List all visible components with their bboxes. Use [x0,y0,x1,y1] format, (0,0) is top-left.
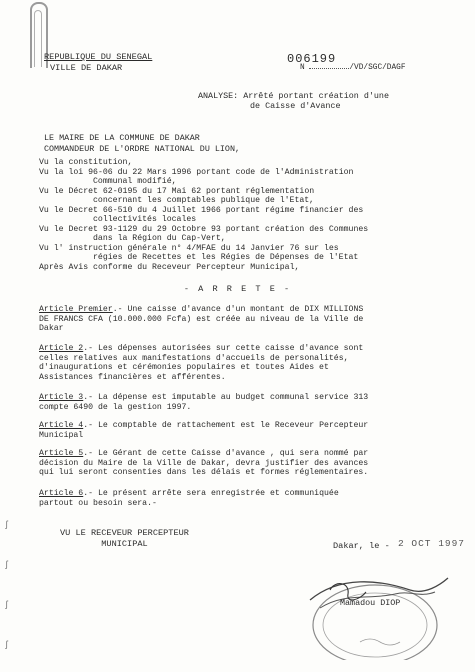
reference-code [300,64,406,72]
article-text: décision du Maire de la Ville de Dakar, devra justifier des avances [39,458,369,468]
authority-line-2: COMMANDEUR DE L'ORDRE NATIONAL DU LION, [44,144,241,154]
authority-line-1: LE MAIRE DE LA COMMUNE DE DAKAR [44,133,200,143]
analyse-line-2: de Caisse d'Avance [250,101,341,111]
article-text: Municipal [39,430,84,440]
vu-line: Communal modifié, [93,177,177,186]
date-stamp: 2 OCT 1997 [398,538,466,549]
vu-line: Vu l' instruction générale n° 4/MFAE du 14 Janvier 76 sur les [39,243,339,253]
margin-binding-marks: ʃ ʃ ʃ ʃ [4,520,10,650]
vu-line: Après Avis conforme du Receveur Percepteur Municipal, [39,262,300,272]
article-heading: Article 3 [39,393,84,402]
article-text: .- Le comptable de rattachement est le Receveur Percepteur [83,421,369,430]
article-text: .- Le présent arrête sera enregistrée et communiquée [83,489,339,498]
reference-number: 006199 [287,52,337,66]
vu-line: régies de Recettes et les Régies de Dépenses de l'Etat [93,253,359,262]
article-text: celles relatives aux manifestations d'accueils de personalités, [39,353,349,363]
article-heading: Article 4 [39,421,84,430]
article-text: qui lui seront consenties dans les délais et formes réglementaires. [39,468,369,478]
vu-line: Vu la constitution, [39,158,133,167]
article-text: Assistances financières et afférentes. [39,372,226,382]
article-2 [39,344,439,382]
article-heading: Article Premier [39,305,113,314]
article-text: Dakar [39,324,64,334]
article-text: partout ou besoin sera.- [39,498,157,508]
article-3 [39,393,439,412]
article-6 [39,489,439,508]
article-heading: Article 2 [39,344,84,353]
receveur-line-2: MUNICIPAL [101,539,148,549]
place-and-date: Dakar, le - [333,541,390,551]
article-5 [39,449,439,478]
city-name: VILLE DE DAKAR [50,63,123,73]
article-4 [39,421,439,440]
vu-line: Vu le Decret 93-1129 du 29 Octobre 93 portant création des Communes [39,224,369,234]
article-text: d'inaugurations et cérémonies populaires et toutes Aides et [39,363,329,373]
analyse-line-1: ANALYSE: Arrêté portant création d'une [198,91,389,101]
article-text: compte 6490 de la gestion 1997. [39,402,192,412]
article-1 [39,305,439,334]
receveur-line-1: VU LE RECEVEUR PERCEPTEUR [60,528,189,538]
vu-considerations [39,158,368,272]
issuer-header [44,52,152,74]
article-heading: Article 6 [39,489,84,498]
analyse-block [198,91,389,111]
reference-suffix: /VD/SGC/DAGF [349,64,406,72]
authority-block [44,133,240,155]
vu-line: concernant les comptables publique de l'Etat, [93,196,315,205]
article-text: .- Une caisse d'avance d'un montant de DIX MILLIONS [112,305,364,314]
article-text: DE FRANCS CFA (10.000.000 Fcfa) est créée au niveau de la Ville de [39,314,364,324]
arrete-title: - A R R E T E - [183,284,292,294]
vu-line: Vu le Decret 66-510 du 4 Juillet 1966 portant régime financier des [39,205,364,215]
vu-line: collectivités locales [93,215,197,224]
article-heading: Article 5 [39,449,84,458]
article-text: .- La dépense est imputable au budget communal service 313 [83,393,369,402]
article-text: .- Le Gérant de cette Caisse d'avance , qui sera nommé par [83,449,369,458]
signer-name: Mamadou DIOP [340,598,401,608]
vu-line: dans la Région du Cap-Vert, [93,234,226,243]
vu-line: Vu le Décret 62-0195 du 17 Mai 62 portant réglementation [39,186,315,196]
receveur-visa [60,528,189,550]
reference-prefix: N [300,64,305,72]
vu-line: Vu la loi 96-06 du 22 Mars 1996 portant code de l'Administration [39,167,354,177]
official-seal-and-signature [300,570,450,660]
article-text: .- Les dépenses autorisées sur cette caisse d'avance sont [83,344,364,353]
republic-name: REPUBLIQUE DU SENEGAL [44,52,153,62]
